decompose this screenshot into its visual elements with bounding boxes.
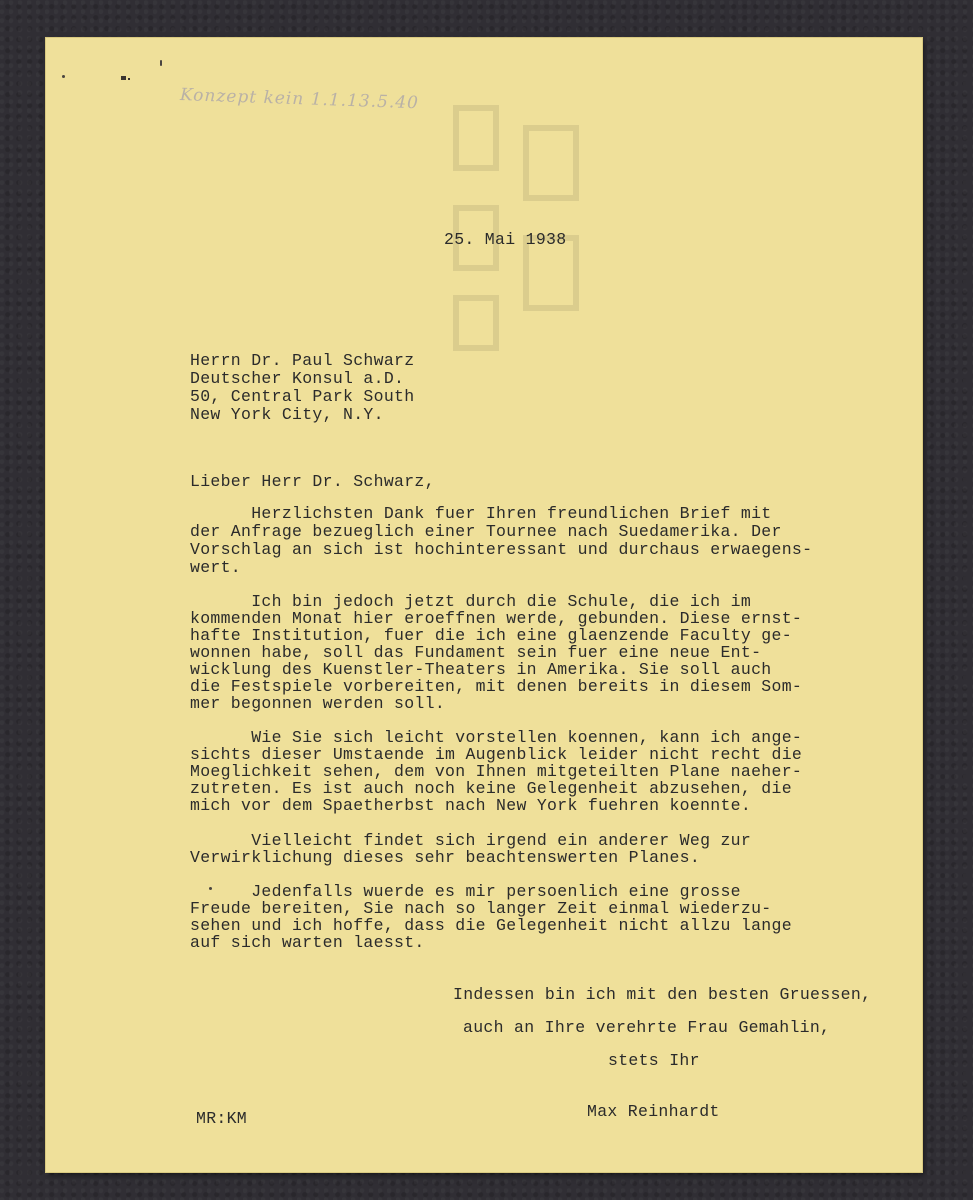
address-line: 50, Central Park South: [190, 387, 415, 406]
body-line: sehen und ich hoffe, dass die Gelegenheit nicht allzu lange: [190, 916, 792, 935]
body-line: Herzlichsten Dank fuer Ihren freundlichen Brief mit: [190, 504, 772, 523]
ink-dot: [62, 75, 65, 78]
paper-watermark: [446, 98, 596, 358]
signature-name: Max Reinhardt: [587, 1102, 720, 1121]
address-line: Herrn Dr. Paul Schwarz: [190, 351, 415, 370]
body-line: Vielleicht findet sich irgend ein anderer Weg zur: [190, 831, 752, 850]
body-line: mich vor dem Spaetherbst nach New York fuehren koennte.: [190, 796, 752, 815]
salutation: Lieber Herr Dr. Schwarz,: [190, 472, 435, 491]
body-line: der Anfrage bezueglich einer Tournee nach Suedamerika. Der: [190, 522, 782, 541]
closing-line: auch an Ihre verehrte Frau Gemahlin,: [463, 1018, 831, 1037]
address-line: Deutscher Konsul a.D.: [190, 369, 405, 388]
corner-ink-mark: [121, 76, 133, 82]
address-line: New York City, N.Y.: [190, 405, 384, 424]
pencil-archive-note: Konzept kein 1.1.13.5.40: [179, 85, 420, 114]
letter-date: 25. Mai 1938: [444, 230, 567, 249]
body-line: Ich bin jedoch jetzt durch die Schule, die ich im: [190, 592, 752, 611]
ink-dot: [160, 60, 162, 66]
closing-line: stets Ihr: [608, 1051, 700, 1070]
body-line: sichts dieser Umstaende im Augenblick leider nicht recht die: [190, 745, 803, 764]
body-line: wicklung des Kuenstler-Theaters in Amerika. Sie soll auch: [190, 660, 772, 679]
body-line: hafte Institution, fuer die ich eine glaenzende Faculty ge-: [190, 626, 792, 645]
body-line: Jedenfalls wuerde es mir persoenlich eine grosse: [190, 882, 741, 901]
body-line: wonnen habe, soll das Fundament sein fuer eine neue Ent-: [190, 643, 762, 662]
body-line: Freude bereiten, Sie nach so langer Zeit einmal wiederzu-: [190, 899, 772, 918]
typist-initials: MR:KM: [196, 1109, 248, 1128]
body-line: Verwirklichung dieses sehr beachtenswerten Planes.: [190, 848, 701, 867]
body-line: die Festspiele vorbereiten, mit denen bereits in diesem Som-: [190, 677, 803, 696]
body-line: Wie Sie sich leicht vorstellen koennen, kann ich ange-: [190, 728, 803, 747]
closing-line: Indessen bin ich mit den besten Gruessen,: [453, 985, 872, 1004]
body-line: wert.: [190, 558, 242, 577]
body-line: Moeglichkeit sehen, dem von Ihnen mitgeteilten Plane naeher-: [190, 762, 803, 781]
body-line: mer begonnen werden soll.: [190, 694, 446, 713]
body-line: zutreten. Es ist auch noch keine Gelegenheit abzusehen, die: [190, 779, 792, 798]
body-line: kommenden Monat hier eroeffnen werde, gebunden. Diese ernst-: [190, 609, 803, 628]
body-line: Vorschlag an sich ist hochinteressant und durchaus erwaegens-: [190, 540, 813, 559]
body-line: auf sich warten laesst.: [190, 933, 425, 952]
